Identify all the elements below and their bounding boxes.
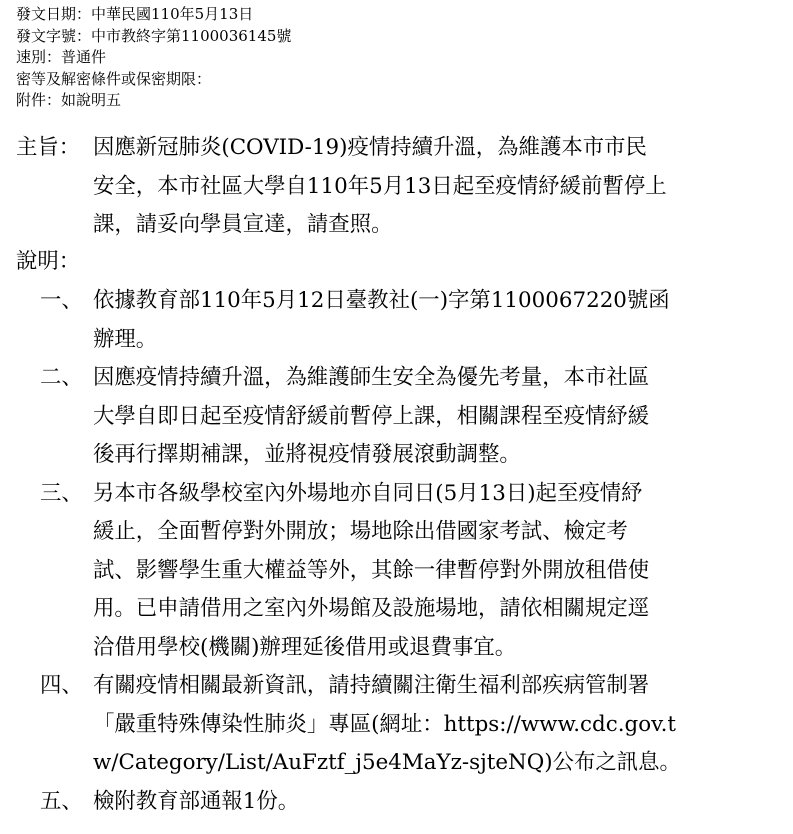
item-line: 用。已申請借用之室內外場館及設施場地，請依相關規定逕	[93, 596, 650, 621]
confidentiality-level: 密等及解密條件或保密期限：	[16, 69, 212, 88]
item-line: 後再行擇期補課，並將視疫情發展滾動調整。	[93, 442, 521, 467]
item-line: 大學自即日起至疫情舒緩前暫停上課，相關課程至疫情紓緩	[93, 403, 650, 429]
explanation-items	[40, 282, 761, 821]
explanation-item	[40, 475, 761, 514]
item-line: 洽借用學校(機關)辦理延後借用或退費事宜。	[93, 634, 517, 660]
subject-section	[16, 129, 761, 245]
document-header	[16, 4, 291, 112]
subject-line: 安全，本市社區大學自110年5月13日起至疫情紓緩前暫停上	[93, 173, 667, 199]
item-line: w/Category/List/AuFztf_j5e4MaYz-sjteNQ)公布之訊息。	[93, 750, 681, 775]
explanation-label: 說明：	[16, 249, 81, 274]
explanation-item	[40, 667, 761, 706]
document-number: 發文字號：中市教終字第1100036145號	[16, 26, 292, 45]
delivery-speed: 速別：普通件	[16, 48, 107, 67]
item-number: 三、	[40, 480, 83, 506]
item-number: 五、	[40, 788, 83, 814]
issue-date: 發文日期：中華民國110年5月13日	[16, 5, 254, 23]
item-number: 二、	[40, 365, 83, 390]
explanation-item	[40, 359, 761, 398]
item-line: 緩止，全面暫停對外開放；場地除出借國家考試、檢定考	[93, 519, 628, 544]
attachment-note: 附件：如說明五	[16, 91, 122, 110]
item-number: 一、	[40, 288, 83, 313]
item-line: 檢附教育部通報1份。	[93, 788, 300, 814]
item-line: 辦理。	[93, 326, 158, 352]
item-line: 依據教育部110年5月12日臺教社(一)字第1100067220號函	[93, 288, 670, 313]
item-line: 試、影響學生重大權益等外，其餘一律暫停對外開放租借使	[93, 557, 650, 583]
subject-line: 因應新冠肺炎(COVID-19)疫情持續升溫，為維護本市市民	[93, 135, 647, 160]
item-line: 「嚴重特殊傳染性肺炎」專區(網址：https://www.cdc.gov.t	[93, 711, 677, 737]
explanation-item	[40, 783, 761, 822]
subject-label: 主旨：	[16, 135, 81, 160]
item-line: 有關疫情相關最新資訊，請持續關注衛生福利部疾病管制署	[93, 673, 650, 698]
explanation-item	[40, 282, 761, 321]
item-line: 另本市各級學校室內外場地亦自同日(5月13日)起至疫情紓	[93, 480, 643, 506]
item-number: 四、	[40, 673, 83, 698]
item-line: 因應疫情持續升溫，為維護師生安全為優先考量，本市社區	[93, 365, 650, 390]
subject-line: 課，請妥向學員宣達，請查照。	[93, 212, 393, 237]
